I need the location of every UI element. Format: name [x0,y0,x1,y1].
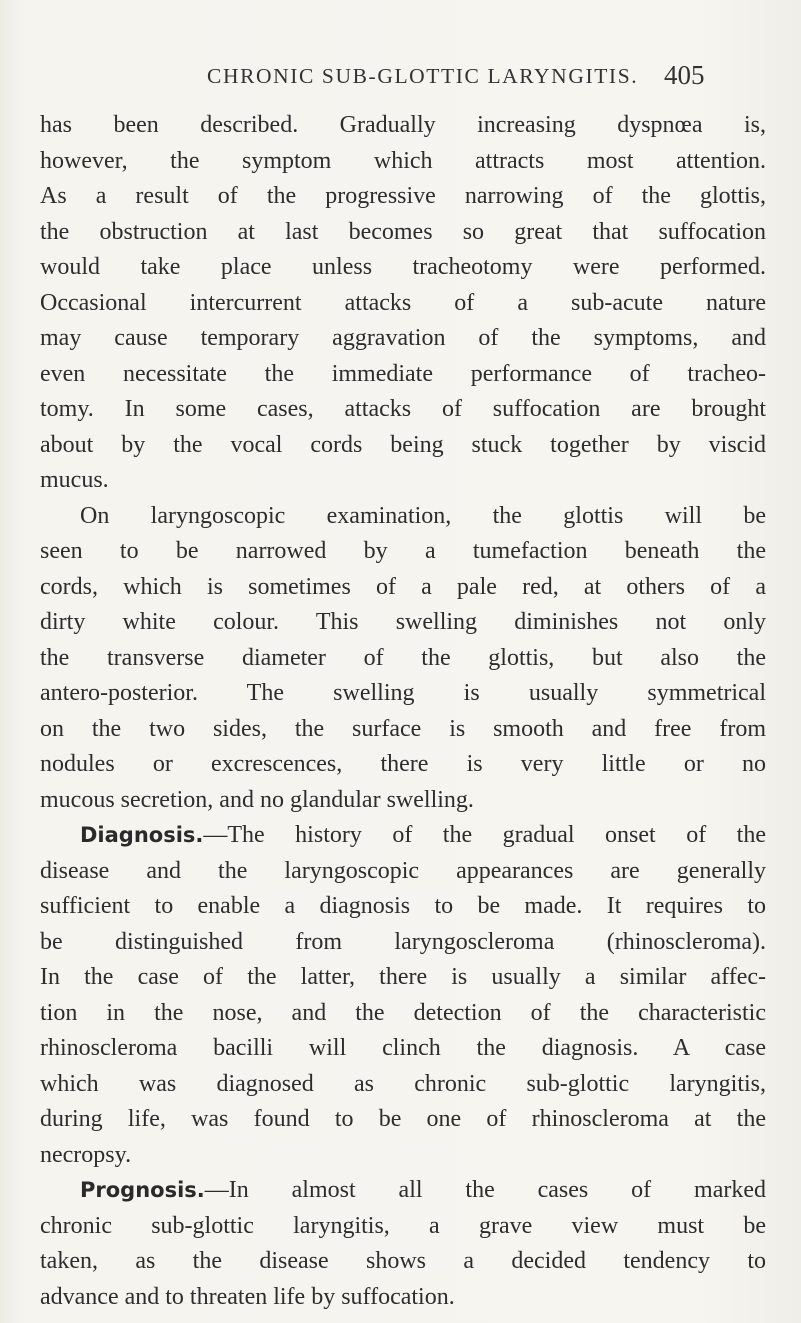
text-line: during life, was found to be one of rhinoscleroma at the [40,1106,766,1132]
text-line: however, the symptom which attracts most attention. [40,147,766,174]
text-line: cords, which is sometimes of a pale red, at others of a [40,573,766,600]
text-line: on the two sides, the surface is smooth and free from [40,715,766,742]
page-number: 405 [664,60,705,90]
text-line: be distinguished from laryngoscleroma (rhinoscleroma). [40,928,766,955]
text-line: has been described. Gradually increasing dyspnœa is, [40,112,766,138]
text-line: dirty white colour. This swelling diminishes not only [40,609,766,635]
text-run: —In almost all the cases of marked [204,1177,766,1203]
chapter-title: CHRONIC SUB-GLOTTIC LARYNGITIS. [207,64,639,88]
text-line: As a result of the progressive narrowing of the glottis, [40,183,766,209]
text-line: necropsy. [40,1141,132,1168]
running-head [0,58,801,98]
text-line: advance and to threaten life by suffocation. [40,1283,455,1310]
text-line: seen to be narrowed by a tumefaction beneath the [40,538,766,564]
text-line: tomy. In some cases, attacks of suffocation are brought [40,396,766,422]
text-line: even necessitate the immediate performance of tracheo- [40,360,766,387]
text-line: the transverse diameter of the glottis, but also the [40,644,766,671]
text-line: On laryngoscopic examination, the glottis will be [80,502,766,529]
text-line: antero-posterior. The swelling is usually symmetrical [40,680,766,706]
text-line: taken, as the disease shows a decided tendency to [40,1248,766,1274]
diagnosis-heading: Diagnosis. [80,823,204,847]
text-line: about by the vocal cords being stuck together by viscid [40,431,766,458]
text-line: In the case of the latter, there is usually a similar affec- [40,964,766,990]
text-run: —The history of the gradual onset of the [203,822,766,848]
text-line: would take place unless tracheotomy were performed. [40,254,766,280]
text-line: nodules or excrescences, there is very little or no [40,751,766,777]
text-line: rhinoscleroma bacilli will clinch the diagnosis. A case [40,1035,766,1061]
text-line: mucus. [40,467,109,493]
text-line: tion in the nose, and the detection of the characteristic [40,999,766,1026]
body-text [40,108,766,1315]
text-line: Occasional intercurrent attacks of a sub-acute nature [40,289,766,316]
text-line-with-heading [40,1173,766,1209]
text-line: sufficient to enable a diagnosis to be made. It requires to [40,893,766,919]
text-line: the obstruction at last becomes so great that suffocation [40,218,766,245]
text-line: disease and the laryngoscopic appearances are generally [40,857,766,884]
text-line: mucous secretion, and no glandular swelling. [40,786,474,813]
text-line: may cause temporary aggravation of the symptoms, and [40,325,766,351]
text-line-with-heading [40,818,766,854]
text-line: which was diagnosed as chronic sub-glottic laryngitis, [40,1070,766,1097]
text-line: chronic sub-glottic laryngitis, a grave view must be [40,1212,766,1239]
prognosis-heading: Prognosis. [80,1178,205,1202]
